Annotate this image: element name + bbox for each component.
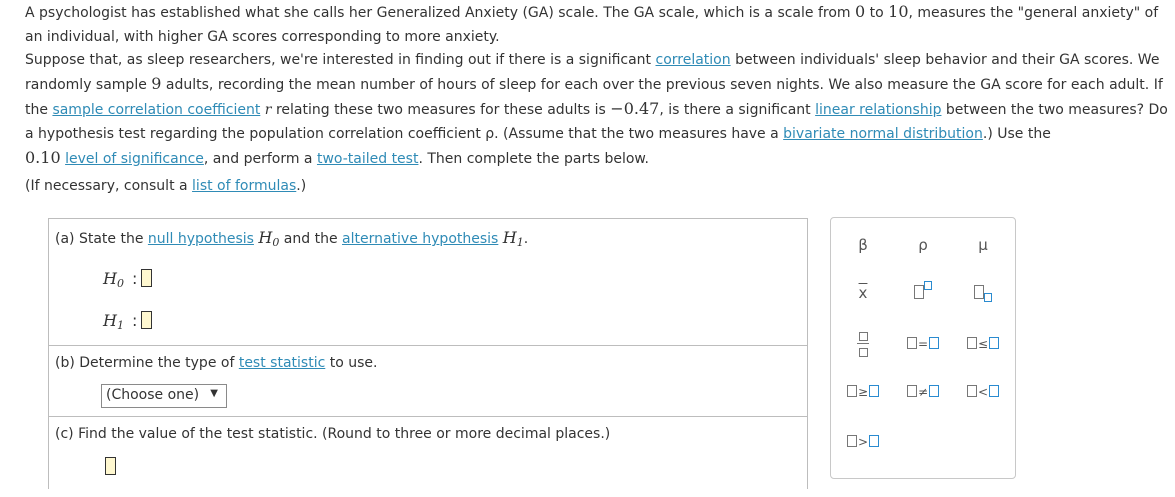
symbol-palette [830,217,1016,479]
r-symbol: r [264,102,272,118]
box-icon [974,285,984,299]
link-test-statistic[interactable]: test statistic [238,355,326,371]
xbar-button[interactable]: $\overline{x}$ [858,284,868,302]
test-statistic-select[interactable]: (Choose one) ▼ [101,384,227,408]
intro-paragraph: A psychologist has established what she calls her Generalized Anxiety (GA) scale. The GA scale, which is a scale from 0 to 10, measures the "general anxiety" of an individual, with higher GA scores corresponding to more anxiety. [25,2,1159,45]
link-list-of-formulas[interactable]: list of formulas [192,178,297,194]
subscript-button[interactable] [957,278,1009,308]
superscript-button[interactable] [897,278,949,308]
part-c-section [49,417,807,497]
link-bivariate-normal[interactable]: bivariate normal distribution [783,126,983,142]
link-correlation[interactable]: correlation [655,52,731,68]
less-than-button[interactable]: < [957,376,1009,406]
problem-paragraph: Suppose that, as sleep researchers, we're interested in finding out if there is a significant correlation between individuals' sleep behavior and their GA scores. We randomly sample 9 adults, recording the mean number of hours of sleep for each over the previous seven nights. We also measure the GA score for each adult. If the sample correlation coefficient r relating these two measures for these adults is −0.47, is there a significant linear relationship between the two measures? Do a hypothesis test regarding the population correlation coefficient ρ. (Assume that the two measures have a bivariate normal distribution.) Use the 0.10 level of significance, and perform a two-tailed test. Then complete the parts below. [25,52,1168,167]
range-low: 0 [855,2,866,21]
not-equal-button[interactable]: ≠ [897,376,949,406]
fraction-button[interactable] [837,328,889,358]
part-b-section [49,346,807,417]
part-a-section [49,219,807,346]
r-value: −0.47 [610,99,660,118]
alpha-value: 0.10 [25,148,61,167]
equals-button[interactable]: = [897,328,949,358]
part-a-title: (a) State the null hypothesis $H_0$ and the alternative hypothesis $H_1$. [55,228,529,249]
beta-button[interactable]: β [858,236,868,254]
test-statistic-input[interactable] [105,457,116,475]
fraction-icon [857,330,869,357]
part-b-title: (b) Determine the type of test statistic to use. [55,355,378,371]
part-c-title: (c) Find the value of the test statistic. (Round to three or more decimal places.) [55,426,611,442]
box-icon [984,293,992,302]
box-icon [914,285,924,299]
mu-button[interactable]: μ [978,236,988,254]
greater-than-button[interactable]: > [837,426,889,456]
less-equal-button[interactable]: ≤ [957,328,1009,358]
range-high: 10 [888,2,909,21]
h0-row: $H_0$ : [103,269,152,290]
consult-line: (If necessary, consult a list of formulas.) [25,178,307,194]
h1-answer-input[interactable] [141,311,152,329]
link-alternative-hypothesis[interactable]: alternative hypothesis [342,231,499,247]
box-icon [924,281,932,290]
rho-button[interactable]: ρ [918,236,928,254]
link-null-hypothesis[interactable]: null hypothesis [147,231,254,247]
greater-equal-button[interactable]: ≥ [837,376,889,406]
question-panel [48,218,808,489]
h1-row: $H_1$ : [103,311,152,332]
sample-size: 9 [151,74,162,93]
link-sample-correlation-coefficient[interactable]: sample correlation coefficient [52,102,261,118]
link-two-tailed-test[interactable]: two-tailed test [316,151,419,167]
chevron-down-icon: ▼ [210,388,218,399]
link-linear-relationship[interactable]: linear relationship [815,102,942,118]
h0-answer-input[interactable] [141,269,152,287]
link-level-of-significance[interactable]: level of significance [65,151,204,167]
